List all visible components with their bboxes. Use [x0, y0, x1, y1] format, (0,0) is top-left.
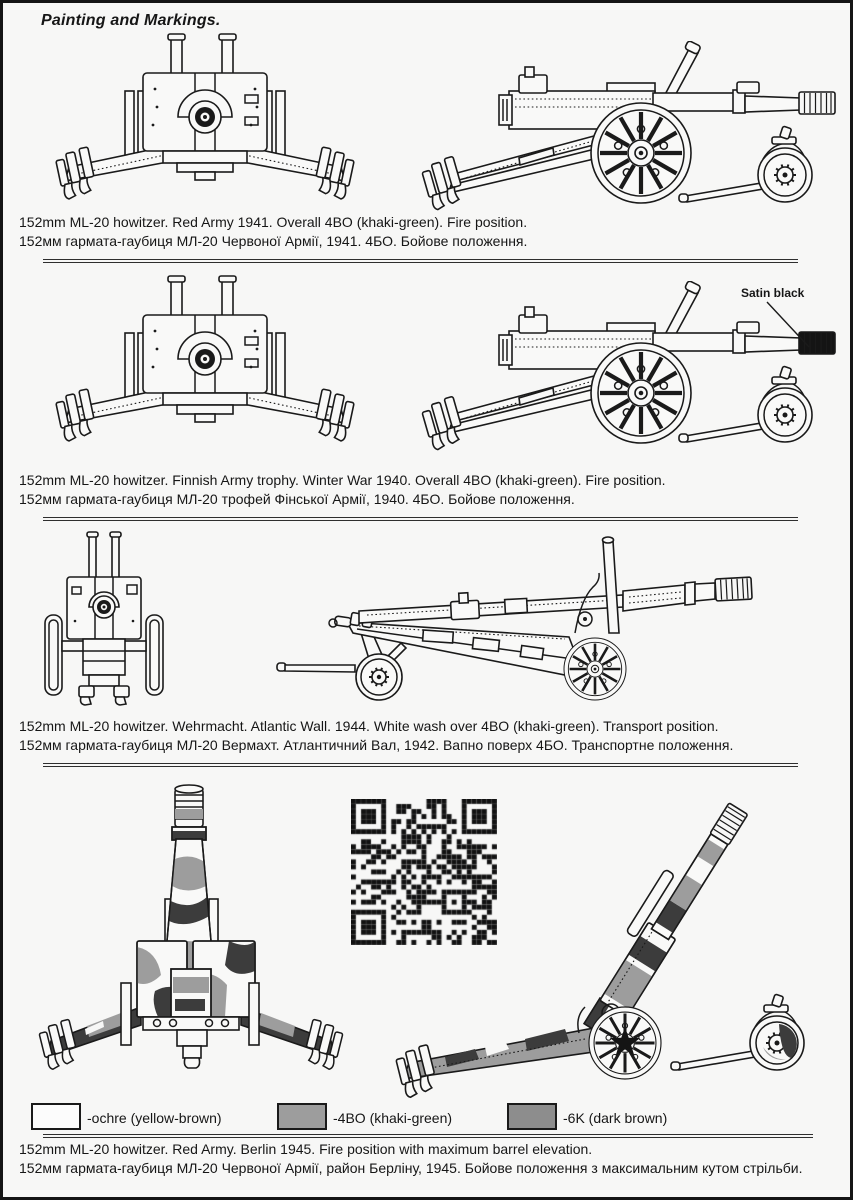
- caption-en: 152mm ML-20 howitzer. Red Army. Berlin 1945. Fire position with maximum barrel elevation.: [19, 1141, 593, 1157]
- caption-ua: 152мм гармата-гаубиця МЛ-20 Вермахт. Атлантичний Вал, 1942. Вапно поверх 4БО. Транспортне положення.: [19, 736, 734, 753]
- satin-black-label: Satin black: [741, 286, 805, 300]
- page-title: Painting and Markings.: [41, 12, 221, 29]
- howitzer-side-view-transport-drawing: [273, 527, 853, 712]
- caption-ua: 152мм гармата-гаубиця МЛ-20 трофей Фінської Армії, 1940. 4БО. Бойове положення.: [19, 490, 575, 507]
- section-3-caption: [19, 717, 831, 754]
- legend-swatch-4bo: [277, 1103, 327, 1131]
- section-divider: [43, 517, 798, 521]
- section-1-caption: [19, 213, 831, 250]
- howitzer-front-view-fire-drawing-2: [25, 275, 385, 445]
- legend-label-6k: -6K (dark brown): [563, 1110, 668, 1126]
- section-divider: [43, 1134, 813, 1138]
- legend-label-4bo: -4BO (khaki-green): [333, 1110, 453, 1126]
- caption-ua: 152мм гармата-гаубиця МЛ-20 Червоної Армії, район Берліну, 1945. Бойове положення з максимальним кутом стрільби.: [19, 1159, 803, 1176]
- caption-ua: 152мм гармата-гаубиця МЛ-20 Червоної Армії, 1941. 4БО. Бойове положення.: [19, 232, 528, 249]
- section-4-caption: [19, 1140, 831, 1177]
- legend-swatch-ochre: [31, 1103, 81, 1131]
- legend-swatch-6k: [507, 1103, 557, 1131]
- section-2-caption: [19, 471, 831, 508]
- howitzer-side-view-fire-drawing-1: [393, 41, 843, 211]
- howitzer-side-view-camo-drawing: [385, 777, 853, 1099]
- caption-en: 152mm ML-20 howitzer. Wehrmacht. Atlantic Wall. 1944. White wash over 4BO (khaki-green). Transport position.: [19, 718, 719, 734]
- howitzer-front-view-camo-drawing: [25, 779, 355, 1099]
- legend-label-ochre: -ochre (yellow-brown): [87, 1110, 222, 1126]
- howitzer-front-view-fire-drawing-1: [25, 33, 385, 203]
- howitzer-front-view-transport-drawing: [39, 529, 169, 709]
- satin-black-leader-line: [755, 300, 817, 352]
- section-divider: [43, 763, 798, 767]
- section-divider: [43, 259, 798, 263]
- caption-en: 152mm ML-20 howitzer. Red Army 1941. Overall 4BO (khaki-green). Fire position.: [19, 214, 528, 230]
- caption-en: 152mm ML-20 howitzer. Finnish Army trophy. Winter War 1940. Overall 4BO (khaki-green). Fire position.: [19, 472, 666, 488]
